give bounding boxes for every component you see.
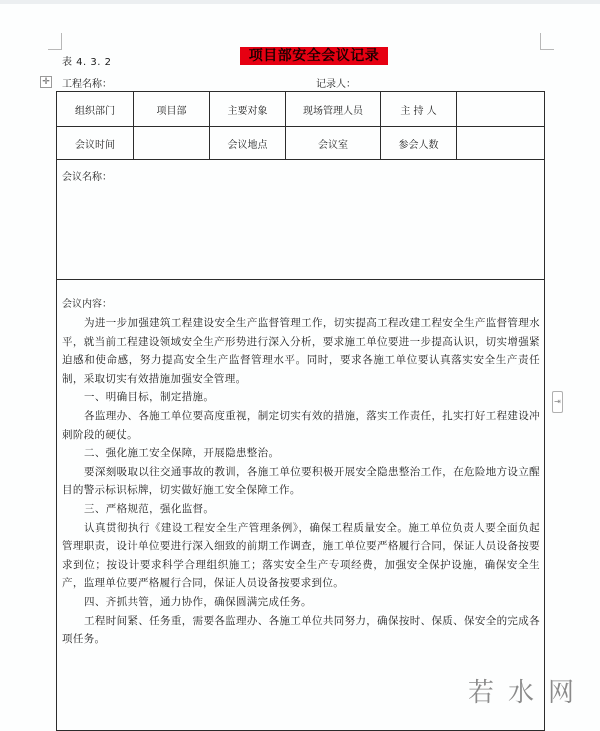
content-heading-1: 一、明确目标，制定措施。 bbox=[84, 391, 215, 404]
content-paragraph: 工程时间紧、任务重，需要各监理办、各施工单位共同努力，确保按时、保质、保安全的完成各项任务。 bbox=[62, 614, 540, 646]
cell-attendee-count-value[interactable] bbox=[457, 127, 545, 159]
content-paragraph: 为进一步加强建筑工程建设安全生产监督管理工作，切实提高工程改建工程安全生产监督管理水平，就当前工程建设领域安全生产形势进行深入分析，要求施工单位要进一步提高认识，切实增强紧迫感和使命感，努力提高安全生产监督管理水平。同时，要求各施工单位要认真落实安全生产责任制，采取切实有效措施加强安全管理。 bbox=[62, 317, 540, 385]
cell-meeting-time-label[interactable]: 会议时间 bbox=[57, 127, 134, 159]
table-row bbox=[57, 92, 544, 127]
window-top-edge bbox=[0, 0, 600, 4]
content-heading-3: 三、严格规范，强化监督。 bbox=[84, 502, 215, 515]
page-corner-mark-top-right bbox=[540, 33, 554, 50]
meeting-name-row[interactable] bbox=[57, 160, 544, 280]
table-number: 表 4. 3. 2 bbox=[62, 57, 112, 68]
cell-meeting-location-label[interactable]: 会议地点 bbox=[210, 127, 286, 159]
project-name-label: 工程名称： bbox=[62, 79, 112, 90]
cell-meeting-location-value[interactable]: 会议室 bbox=[286, 127, 381, 159]
recorder-label: 记录人： bbox=[316, 79, 356, 90]
table-row bbox=[57, 127, 544, 160]
table-move-handle-icon[interactable]: ✛ bbox=[40, 76, 52, 88]
cell-host-label[interactable]: 主 持 人 bbox=[381, 92, 457, 126]
meeting-record-table bbox=[56, 91, 545, 731]
cell-main-audience-value[interactable]: 现场管理人员 bbox=[286, 92, 381, 126]
cell-organizing-dept-value[interactable]: 项目部 bbox=[134, 92, 210, 126]
meeting-content-cell[interactable] bbox=[62, 298, 540, 649]
content-paragraph: 认真贯彻执行《建设工程安全生产管理条例》，确保工程质量安全。施工单位负责人要全面负起管理职责，设计单位要进行深入细致的前期工作调查，施工单位要严格履行合同，保证人员设备按要求到位；按设计要求科学合理组织施工；落实安全生产专项经费，加强安全保护设施，确保安全生产，监理单位要严格履行合同，保证人员设备按要求到位。 bbox=[62, 521, 540, 590]
cell-attendee-count-label[interactable]: 参会人数 bbox=[381, 127, 457, 159]
layout-options-icon[interactable]: ⇥ bbox=[552, 391, 563, 413]
content-paragraph: 要深刻吸取以往交通事故的教训，各施工单位要积极开展安全隐患整治工作，在危险地方设立醒目的警示标识标牌，切实做好施工安全保障工作。 bbox=[62, 465, 540, 497]
content-heading-2: 二、强化施工安全保障，开展隐患整治。 bbox=[84, 447, 280, 460]
cell-main-audience-label[interactable]: 主要对象 bbox=[210, 92, 286, 126]
meeting-content-label: 会议内容： bbox=[62, 299, 112, 310]
content-paragraph: 各监理办、各施工单位要高度重视，制定切实有效的措施，落实工作责任，扎实打好工程建设冲刺阶段的硬仗。 bbox=[62, 409, 540, 441]
cell-meeting-time-value[interactable] bbox=[134, 127, 210, 159]
document-title: 项目部安全会议记录 bbox=[240, 47, 388, 65]
content-heading-4: 四、齐抓共管，通力协作，确保圆满完成任务。 bbox=[84, 595, 312, 608]
meeting-name-label: 会议名称： bbox=[62, 172, 112, 183]
page-corner-mark-top-left bbox=[48, 33, 62, 50]
cell-organizing-dept-label[interactable]: 组织部门 bbox=[57, 92, 134, 126]
watermark-logo: 若水网 bbox=[468, 678, 589, 708]
cell-host-value[interactable] bbox=[457, 92, 545, 126]
